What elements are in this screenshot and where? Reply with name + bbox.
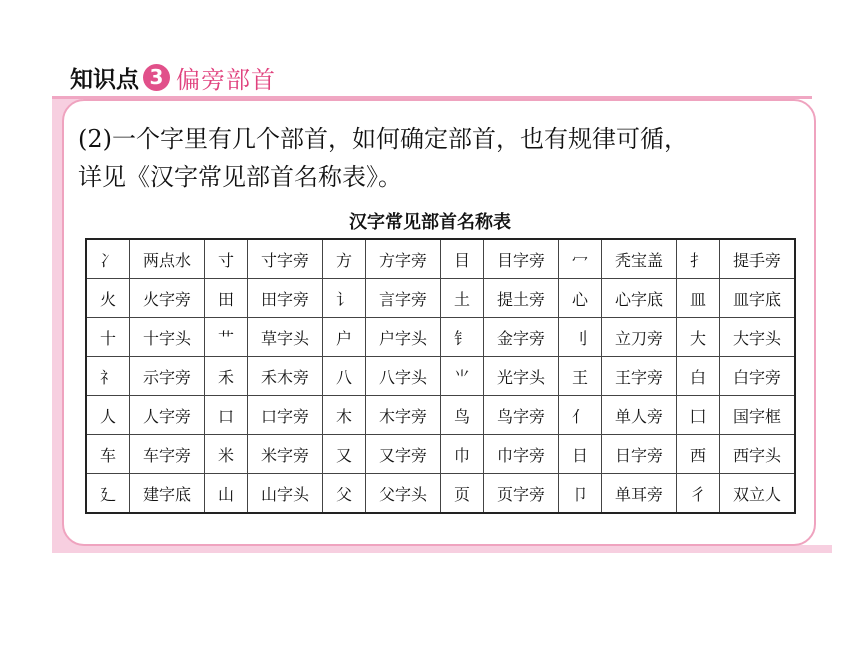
radical-name-cell: 草字头 [248, 318, 323, 357]
radical-name-cell: 心字底 [602, 279, 677, 318]
topic-title: 偏旁部首 [176, 65, 276, 94]
radical-name-cell: 田字旁 [248, 279, 323, 318]
radical-name-cell: 立刀旁 [602, 318, 677, 357]
radical-cell: 火 [86, 279, 130, 318]
radical-cell: 礻 [86, 357, 130, 396]
radical-cell: 大 [677, 318, 720, 357]
radical-name-cell: 两点水 [130, 239, 205, 279]
radical-cell: 艹 [205, 318, 248, 357]
intro-line-1: (2)一个字里有几个部首，如何确定部首，也有规律可循， [78, 125, 688, 153]
radical-name-cell: 火字旁 [130, 279, 205, 318]
table-row [86, 279, 795, 318]
number-badge: 3 [143, 64, 170, 91]
radical-cell: 山 [205, 474, 248, 514]
radical-cell: 又 [323, 435, 366, 474]
radical-cell: 口 [205, 396, 248, 435]
radical-cell: 廴 [86, 474, 130, 514]
radical-cell: 亻 [559, 396, 602, 435]
radical-name-cell: 又字旁 [366, 435, 441, 474]
radical-cell: 方 [323, 239, 366, 279]
radical-cell: 讠 [323, 279, 366, 318]
intro-paragraph [78, 120, 813, 196]
radical-table [85, 238, 796, 514]
radical-name-cell: 八字头 [366, 357, 441, 396]
radical-name-cell: 光字头 [484, 357, 559, 396]
radical-cell: 心 [559, 279, 602, 318]
radical-table-body [86, 239, 795, 513]
radical-name-cell: 示字旁 [130, 357, 205, 396]
radical-name-cell: 提土旁 [484, 279, 559, 318]
table-row [86, 239, 795, 279]
radical-name-cell: 金字旁 [484, 318, 559, 357]
radical-cell: ⺌ [441, 357, 484, 396]
radical-name-cell: 父字头 [366, 474, 441, 514]
radical-name-cell: 大字头 [720, 318, 796, 357]
radical-cell: 田 [205, 279, 248, 318]
radical-cell: 白 [677, 357, 720, 396]
radical-name-cell: 米字旁 [248, 435, 323, 474]
radical-cell: 禾 [205, 357, 248, 396]
radical-name-cell: 户字头 [366, 318, 441, 357]
radical-cell: 木 [323, 396, 366, 435]
radical-cell: 鸟 [441, 396, 484, 435]
radical-name-cell: 口字旁 [248, 396, 323, 435]
radical-name-cell: 双立人 [720, 474, 796, 514]
radical-cell: 页 [441, 474, 484, 514]
radical-cell: 目 [441, 239, 484, 279]
radical-cell: 土 [441, 279, 484, 318]
radical-cell: 八 [323, 357, 366, 396]
radical-name-cell: 提手旁 [720, 239, 796, 279]
radical-name-cell: 页字旁 [484, 474, 559, 514]
section-header [70, 58, 276, 96]
knowledge-point-label: 知识点 [70, 66, 139, 93]
radical-cell: 巾 [441, 435, 484, 474]
radical-name-cell: 西字头 [720, 435, 796, 474]
radical-name-cell: 单耳旁 [602, 474, 677, 514]
table-title: 汉字常见部首名称表 [349, 212, 511, 233]
radical-cell: 西 [677, 435, 720, 474]
radical-name-cell: 日字旁 [602, 435, 677, 474]
radical-name-cell: 白字旁 [720, 357, 796, 396]
radical-name-cell: 禾木旁 [248, 357, 323, 396]
radical-name-cell: 言字旁 [366, 279, 441, 318]
frame-shadow-bottom [52, 545, 832, 553]
table-row [86, 396, 795, 435]
radical-cell: 皿 [677, 279, 720, 318]
radical-name-cell: 皿字底 [720, 279, 796, 318]
table-row [86, 474, 795, 514]
radical-name-cell: 巾字旁 [484, 435, 559, 474]
table-row [86, 357, 795, 396]
radical-name-cell: 秃宝盖 [602, 239, 677, 279]
radical-name-cell: 木字旁 [366, 396, 441, 435]
radical-cell: 钅 [441, 318, 484, 357]
radical-cell: 彳 [677, 474, 720, 514]
radical-name-cell: 建字底 [130, 474, 205, 514]
radical-cell: 车 [86, 435, 130, 474]
radical-cell: 刂 [559, 318, 602, 357]
radical-name-cell: 方字旁 [366, 239, 441, 279]
radical-name-cell: 王字旁 [602, 357, 677, 396]
radical-cell: 冫 [86, 239, 130, 279]
table-row [86, 318, 795, 357]
radical-cell: 囗 [677, 396, 720, 435]
radical-cell: 人 [86, 396, 130, 435]
radical-cell: 寸 [205, 239, 248, 279]
radical-name-cell: 十字头 [130, 318, 205, 357]
radical-name-cell: 国字框 [720, 396, 796, 435]
radical-cell: 扌 [677, 239, 720, 279]
radical-name-cell: 鸟字旁 [484, 396, 559, 435]
radical-cell: 父 [323, 474, 366, 514]
radical-name-cell: 车字旁 [130, 435, 205, 474]
intro-line-2: 详见《汉字常见部首名称表》。 [78, 163, 402, 191]
radical-name-cell: 寸字旁 [248, 239, 323, 279]
radical-name-cell: 单人旁 [602, 396, 677, 435]
radical-cell: 王 [559, 357, 602, 396]
radical-cell: 户 [323, 318, 366, 357]
radical-cell: 米 [205, 435, 248, 474]
radical-cell: 十 [86, 318, 130, 357]
radical-cell: 日 [559, 435, 602, 474]
radical-name-cell: 人字旁 [130, 396, 205, 435]
radical-cell: 冖 [559, 239, 602, 279]
radical-cell: 卩 [559, 474, 602, 514]
radical-name-cell: 目字旁 [484, 239, 559, 279]
table-row [86, 435, 795, 474]
radical-name-cell: 山字头 [248, 474, 323, 514]
